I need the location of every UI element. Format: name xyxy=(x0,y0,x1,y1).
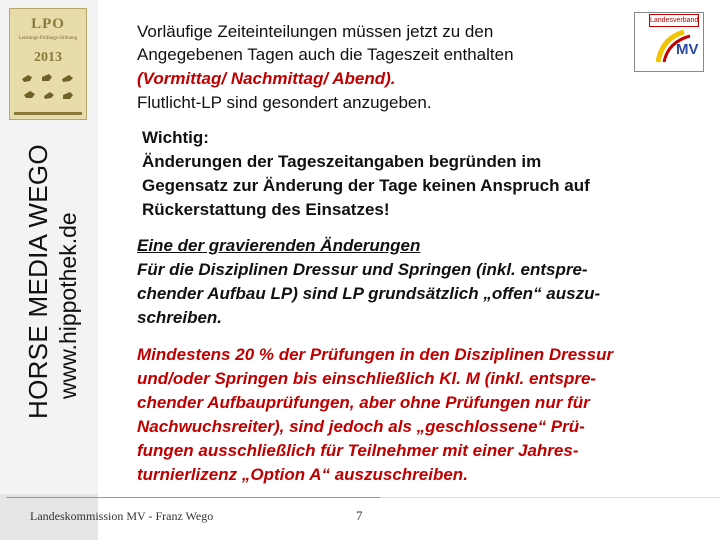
change-line-2: chender Aufbau LP) sind LP grundsätzlich „offen“ auszu- xyxy=(137,284,601,303)
footer-divider xyxy=(6,497,380,498)
minimum-line-4: Nachwuchsreiter), sind jedoch als „geschlossene“ Prü- xyxy=(137,417,585,436)
change-line-1: Für die Disziplinen Dressur und Springen (inkl. entspre- xyxy=(137,260,588,279)
minimum-line-6: turnierlizenz „Option A“ auszuschreiben. xyxy=(137,465,468,484)
minimum-line-1: Mindestens 20 % der Prüfungen in den Disziplinen Dressur xyxy=(137,345,614,364)
logo-label: Landesverband xyxy=(649,14,699,27)
change-heading: Eine der gravierenden Änderungen xyxy=(137,236,421,255)
wichtig-line-4: Rückerstattung des Einsatzes! xyxy=(142,200,390,219)
change-line-3: schreiben. xyxy=(137,308,223,327)
page-number: 7 xyxy=(356,508,363,523)
minimum-line-3: chender Aufbauprüfungen, aber ohne Prüfungen nur für xyxy=(137,393,590,412)
footer-author: Landeskommission MV - Franz Wego xyxy=(30,509,214,523)
wichtig-line-1: Wichtig: xyxy=(142,128,209,147)
cover-subtitle: Leistungs-Prüfungs-Ordnung xyxy=(18,36,78,41)
publisher-url: www.hippothek.de xyxy=(55,212,81,399)
wichtig-line-3: Gegensatz zur Änderung der Tage keinen Anspruch auf xyxy=(142,176,590,195)
intro-line-1: Vorläufige Zeiteinteilungen müssen jetzt zu den xyxy=(137,22,494,41)
intro-line-4: Flutlicht-LP sind gesondert anzugeben. xyxy=(137,93,432,112)
wichtig-line-2: Änderungen der Tageszeitangaben begründen im xyxy=(142,152,542,171)
cover-year: 2013 xyxy=(34,50,62,65)
minimum-line-5: fungen ausschließlich für Teilnehmer mit einer Jahres- xyxy=(137,441,579,460)
cover-title: LPO xyxy=(31,16,65,32)
svg-text:MV: MV xyxy=(676,41,699,58)
intro-line-2: Angegebenen Tagen auch die Tageszeit enthalten xyxy=(137,45,514,64)
intro-line-3: (Vormittag/ Nachmittag/ Abend). xyxy=(137,69,396,88)
footer-divider-faint xyxy=(380,497,720,498)
publisher-name: HORSE MEDIA WEGO xyxy=(23,144,53,419)
minimum-line-2: und/oder Springen bis einschließlich Kl. M (inkl. entspre- xyxy=(137,369,597,388)
